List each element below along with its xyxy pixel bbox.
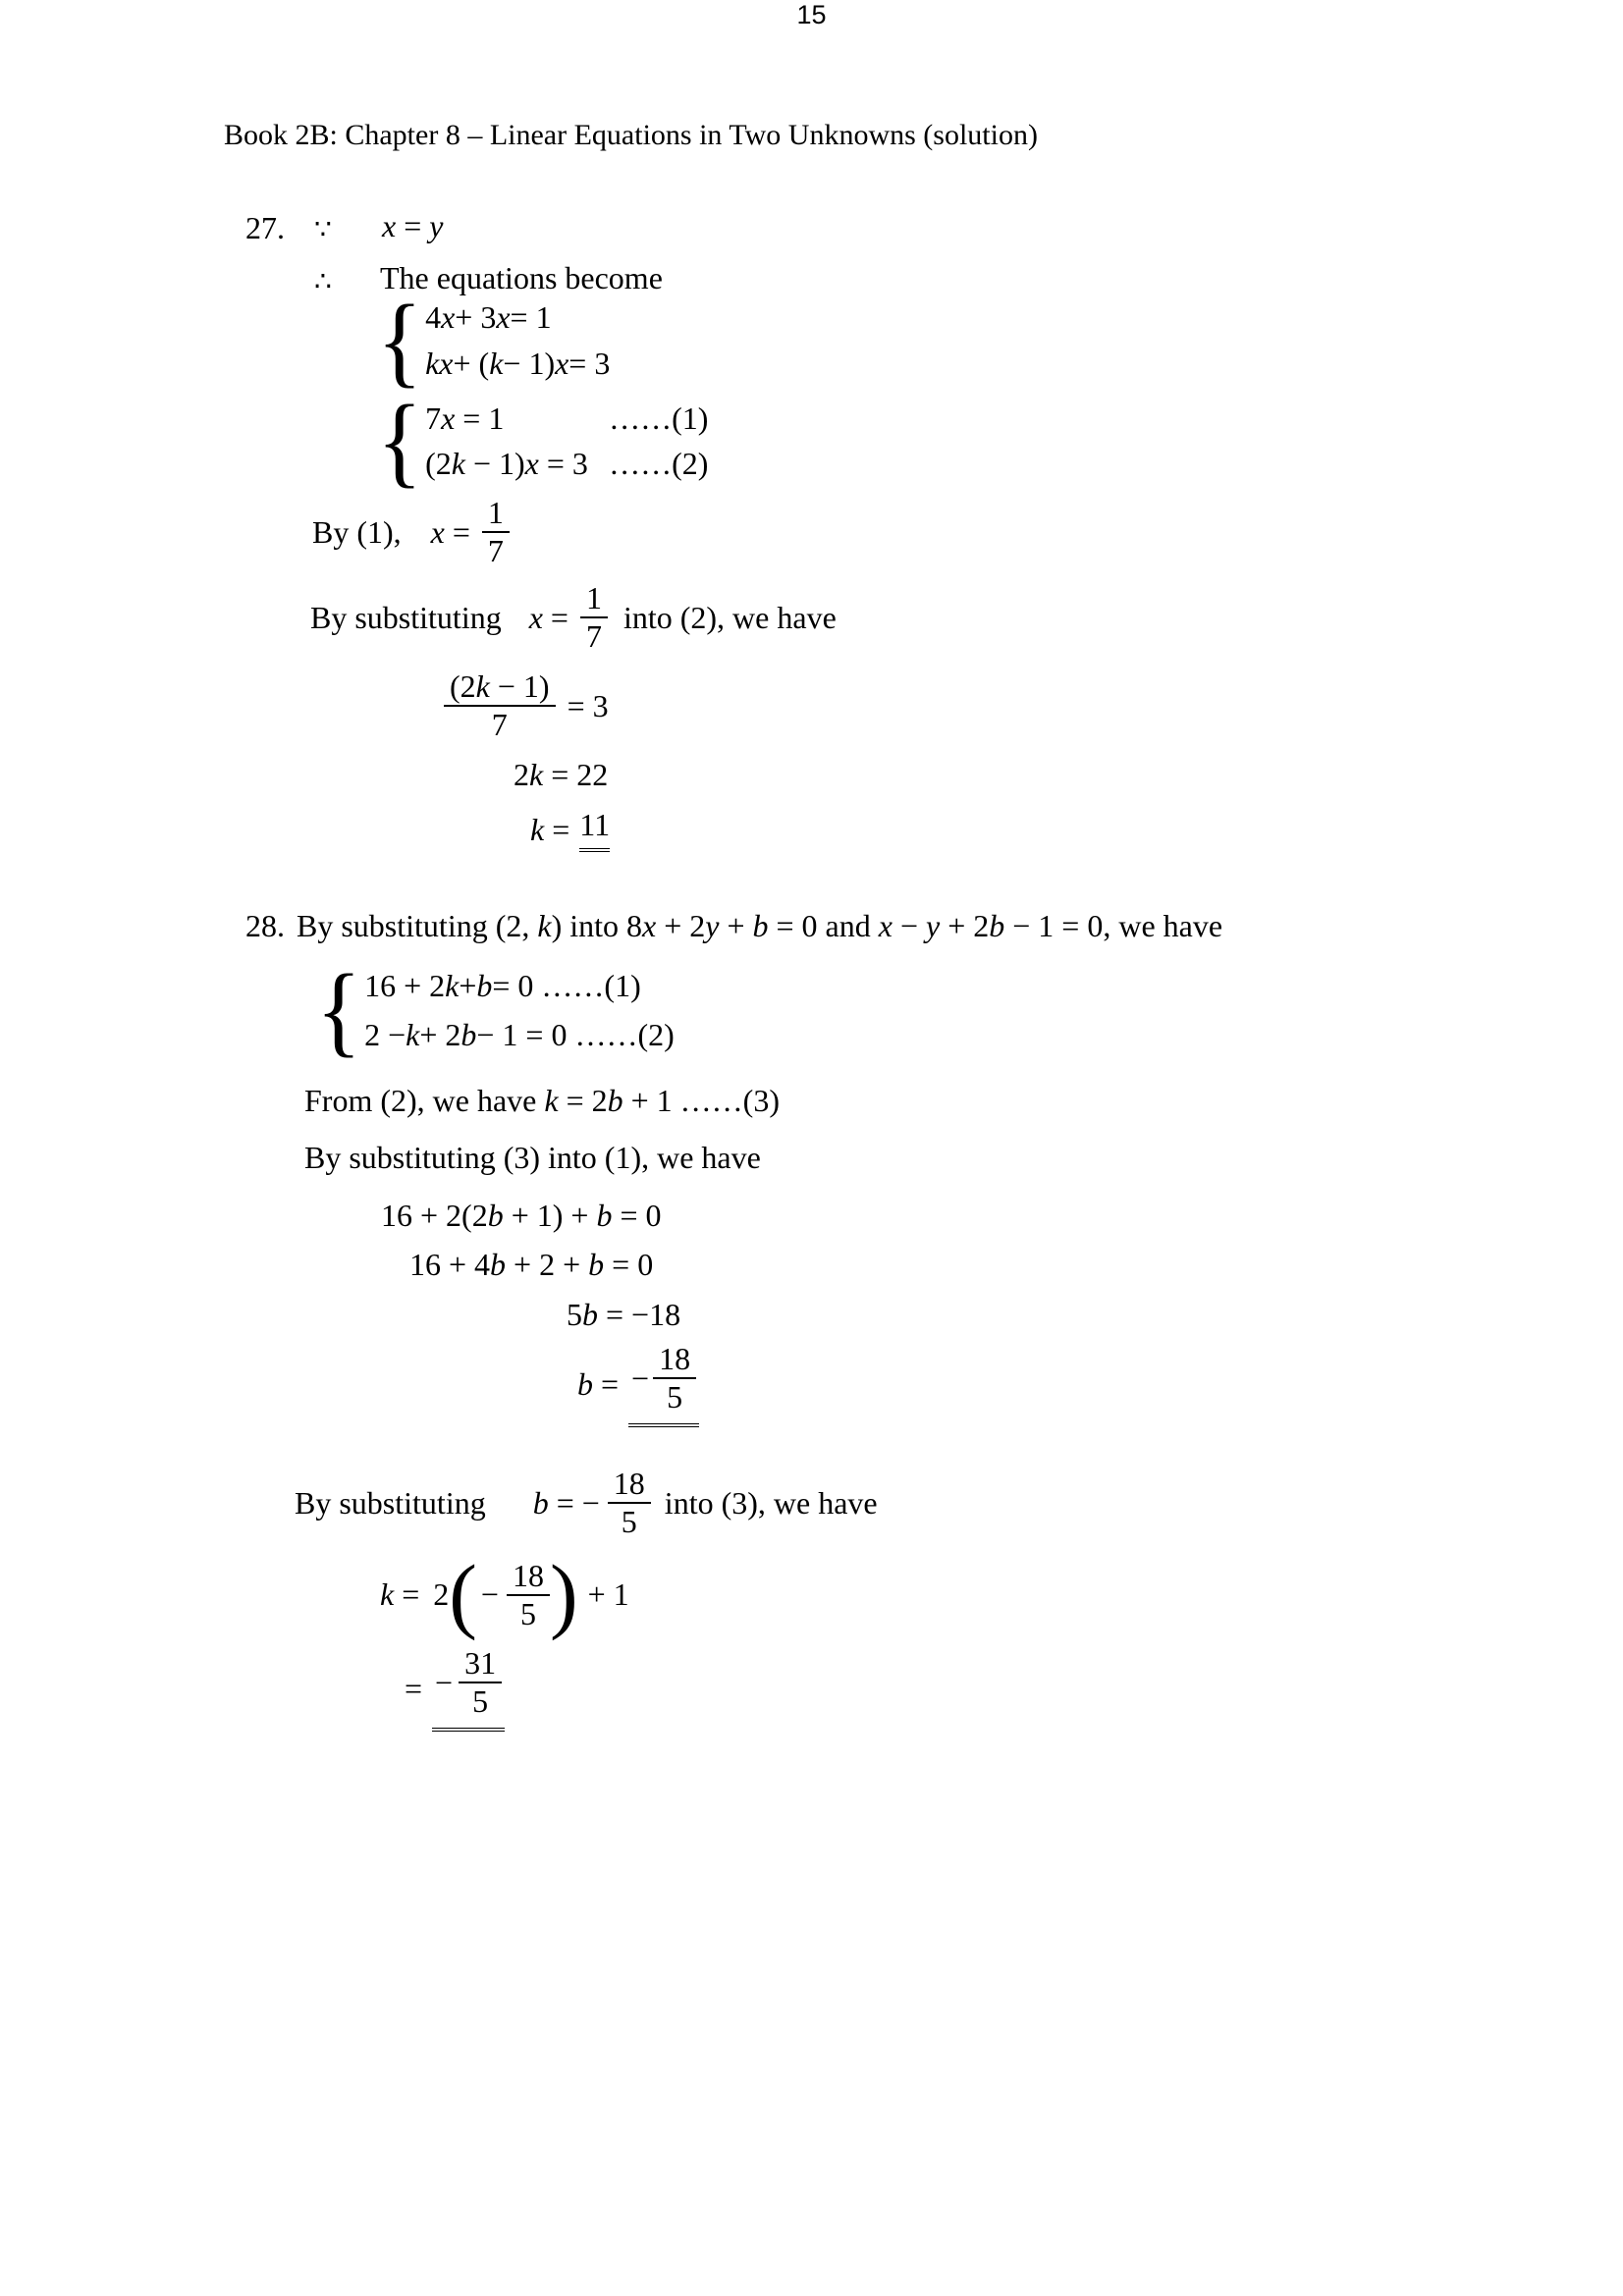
fraction-numerator: 18 [613,1466,645,1501]
fraction [459,1645,502,1720]
right-paren-icon: ) [549,1547,578,1641]
q27-statement: The equations become [380,260,663,295]
q27-system-2 [377,383,709,498]
q28-expand-equation: 16 + 2(2b + 1) + b = 0 [381,1198,662,1233]
q28-final-equation [380,1547,629,1641]
fraction-numerator: 1 [487,495,504,530]
equation-lhs: b = [577,1365,620,1402]
fraction-denominator: 7 [580,616,608,655]
fraction-numerator: (2k − 1) [450,668,550,704]
q27-by1-line [312,495,510,569]
fraction [507,1558,550,1632]
minus-sign: − [480,1576,499,1613]
coefficient: 2 [433,1576,450,1613]
equation-lhs: x = [430,513,470,550]
q28-number: 28. [245,908,285,943]
system-equations [425,396,708,486]
fraction-numerator: 18 [512,1557,544,1593]
q27-answer-line [530,807,610,852]
step-label: into (2), we have [622,599,837,635]
q28-solve-b-equation: 5b = −18 [567,1297,681,1332]
equation: 16 + 2 k + b = 0 ……(1) [364,967,641,1003]
system-equations [364,961,675,1059]
fraction-denominator: 5 [653,1377,696,1415]
step-label: By (1), [312,513,402,550]
fraction-denominator: 5 [608,1502,651,1540]
system-equations [425,294,610,387]
fraction-numerator: 31 [464,1645,497,1681]
q28-statement: By substituting (2, k) into 8x + 2y + b = 0 and x − y + 2b − 1 = 0, we have [297,908,1223,943]
final-answer: 11 [579,807,610,852]
q27-given-equation: x = y [382,208,444,243]
equation-tail: + 1 [587,1576,629,1613]
left-brace-icon: { [316,952,362,1067]
left-paren-icon: ( [449,1547,477,1641]
q28-system [316,952,675,1067]
q27-system-1 [377,283,611,398]
page-number: 15 [796,0,827,29]
fraction-denominator: 7 [482,531,510,569]
equation-rhs: = 3 [567,687,609,723]
page-header: Book 2B: Chapter 8 – Linear Equations in Two Unknowns (solution) [224,119,1038,151]
equation-row [425,396,708,441]
fraction [653,1341,696,1415]
equation-row [425,441,708,486]
fraction-denominator: 5 [459,1682,502,1720]
fraction-numerator: 18 [659,1341,691,1376]
q28-final-answer-line [405,1645,505,1732]
q28-expand-equation: 16 + 4b + 2 + b = 0 [409,1247,654,1282]
q28-answer-b-line [577,1341,699,1427]
fraction-numerator: 1 [585,580,602,615]
q28-substitute31-line: By substituting (3) into (1), we have [304,1140,761,1175]
fraction [608,1466,651,1540]
equation: 7x = 1 [425,400,505,436]
equation: (2k − 1)x = 3 [425,445,588,481]
fraction-denominator: 5 [507,1594,550,1632]
step-label: By substituting [310,599,502,635]
equation: k x + ( k − 1) x = 3 [425,346,611,381]
q27-step-equation: 2k = 22 [514,757,609,792]
equation: 4 x + 3 x = 1 [425,299,552,335]
step-label: By substituting [295,1484,486,1521]
q27-step-equation [444,668,609,743]
equation-lhs: k = [380,1576,420,1613]
fraction [482,495,510,569]
q27-substitute-line [310,580,837,655]
equation-tag: ……(2) [609,445,709,481]
fraction [580,580,608,655]
equation-tag: ……(1) [609,400,709,436]
equation-lhs: b = − [532,1484,600,1521]
minus-sign: − [435,1664,454,1700]
left-brace-icon: { [377,283,423,398]
final-answer [432,1645,505,1732]
minus-sign: − [631,1360,650,1396]
final-answer [628,1341,699,1427]
fraction-denominator: 7 [444,705,556,743]
equation-lhs: k = [530,811,570,847]
because-icon: ∵ [314,213,332,245]
equation-lhs: x = [528,599,568,635]
step-label: into (3), we have [664,1484,878,1521]
therefore-icon: ∴ [314,265,332,297]
equals-sign: = [405,1670,423,1706]
q27-number: 27. [245,210,285,245]
q28-substitute-b-line [295,1466,878,1540]
equation: 2 − k + 2 b − 1 = 0 ……(2) [364,1016,675,1052]
left-brace-icon: { [377,383,423,498]
q28-from2-line: From (2), we have k = 2b + 1 ……(3) [304,1083,780,1118]
fraction [444,668,556,743]
